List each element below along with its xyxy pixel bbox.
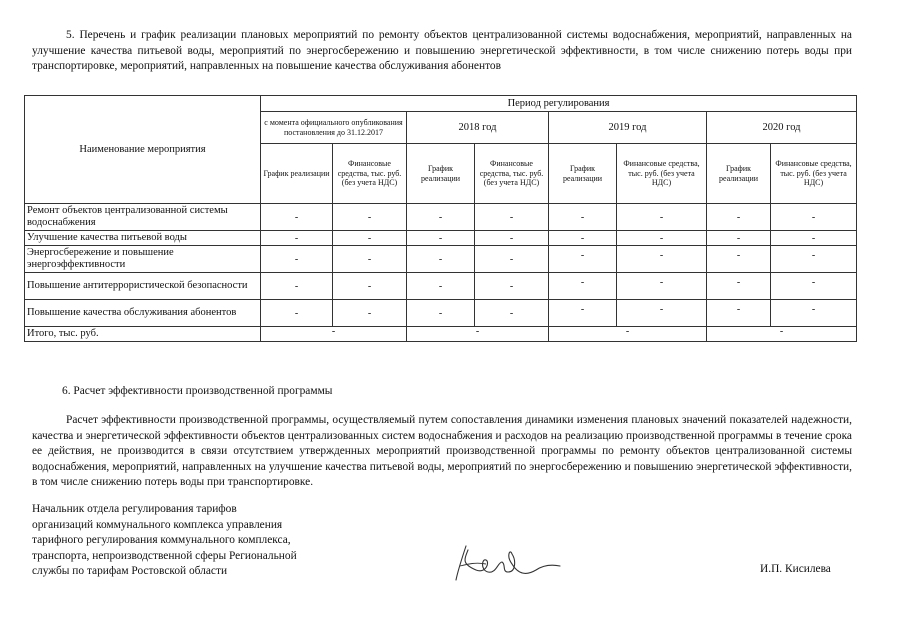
table-cell: - [475,204,549,231]
table-cell: - [407,300,475,327]
signatory-position-line: службы по тарифам Ростовской области [32,565,228,577]
table-cell [549,300,617,327]
sub-header-finance: Финансовые средства, тыс. руб. (без учета НДС) [475,144,549,204]
table-cell-value: - [811,249,816,261]
period-header-2020: 2020 год [707,112,857,144]
total-cell [707,327,857,342]
table-cell: - [771,204,857,231]
period-header: Период регулирования [261,96,857,112]
table-cell [549,246,617,273]
total-cell [261,327,407,342]
table-cell [617,273,707,300]
table-cell: - [261,204,333,231]
section-6-body [32,413,852,491]
table-cell: - [549,231,617,246]
table-row-total [25,327,857,342]
section-6-body-text: Расчет эффективности производственной программы, осуществляемый путем сопоставления динамики изменения плановых значений показателей надежности, качества и энергетической эффективности объектов централизованных систем водоснабжения и расходов на реализацию производственной программы в течение срока ее действия, не производится в связи отсутствием утвержденных мероприятий производственной программы по ремонту объектов централизованной системы водоснабжения, мероприятий, направленных на улучшение качества питьевой воды, мероприятий по энергосбережению и повышению энергетической эффективности, в том числе снижению потерь воды при транспортировке. [32,414,852,488]
section-6-heading: 6. Расчет эффективности производственной программы [62,385,333,397]
table-cell: - [475,231,549,246]
table-cell: - [333,300,407,327]
table-cell: - [261,246,333,273]
row-name: Ремонт объектов централизованной системы водоснабжения [25,204,261,231]
sub-header-finance: Финансовые средства, тыс. руб. (без учета НДС) [617,144,707,204]
table-cell: - [261,231,333,246]
table-cell [549,273,617,300]
period-header-initial: с момента официального опубликования постановления до 31.12.2017 [261,112,407,144]
total-cell-value: - [779,325,784,337]
table-cell-value: - [580,303,585,315]
table-cell: - [333,231,407,246]
table-cell: - [707,231,771,246]
table-cell: - [771,231,857,246]
table-cell [771,246,857,273]
row-name: Повышение антитеррористической безопасности [25,273,261,300]
total-cell-value: - [625,325,630,337]
table-cell-value: - [736,276,741,288]
table-cell: - [407,231,475,246]
row-name: Повышение качества обслуживания абонентов [25,300,261,327]
table-cell: - [333,204,407,231]
total-cell-value: - [331,325,336,337]
table-cell [771,300,857,327]
signatory-position [32,502,352,580]
table-cell: - [475,300,549,327]
table-cell: - [261,300,333,327]
table-cell-value: - [736,303,741,315]
table-cell-value: - [659,303,664,315]
period-header-2018: 2018 год [407,112,549,144]
table-cell [707,246,771,273]
table-row [25,204,857,231]
section-5-heading-text: 5. Перечень и график реализации плановых мероприятий по ремонту объектов централизованной системы водоснабжения, мероприятий, направленных на улучшение качества питьевой воды, мероприятий по энергосбережению и повышению энергетической эффективности, в том числе снижению потерь воды при транспортировке, мероприятий, направленных на повышение качества обслуживания абонентов [32,29,852,72]
table-cell: - [333,246,407,273]
table-cell: - [475,246,549,273]
table-cell [707,273,771,300]
table-row [25,246,857,273]
signatory-position-line: Начальник отдела регулирования тарифов [32,503,237,515]
row-name: Улучшение качества питьевой воды [25,231,261,246]
table-cell [617,300,707,327]
signatory-position-line: организаций коммунального комплекса управления [32,518,283,531]
period-header-2019: 2019 год [549,112,707,144]
col-name-header: Наименование мероприятия [25,96,261,204]
sub-header-schedule: График реализации [549,144,617,204]
table-cell-value: - [580,276,585,288]
table-cell-value: - [659,249,664,261]
table-cell-value: - [811,303,816,315]
table-cell: - [549,204,617,231]
table-cell: - [707,204,771,231]
table-row [25,300,857,327]
sub-header-finance: Финансовые средства, тыс. руб. (без учета НДС) [771,144,857,204]
row-name-total: Итого, тыс. руб. [25,327,261,342]
table-cell-value: - [736,249,741,261]
table-cell: - [407,246,475,273]
table-cell: - [261,273,333,300]
table-cell: - [407,273,475,300]
table-cell [771,273,857,300]
table-cell-value: - [580,249,585,261]
total-cell [549,327,707,342]
total-cell [407,327,549,342]
row-name: Энергосбережение и повышение энергоэффективности [25,246,261,273]
table-cell-value: - [811,276,816,288]
table-cell [617,246,707,273]
sub-header-schedule: График реализации [707,144,771,204]
section-5-heading [32,28,852,75]
table-cell: - [617,231,707,246]
signatory-name: И.П. Кисилева [760,563,831,575]
table-cell-value: - [659,276,664,288]
handwritten-signature [446,540,566,586]
signatory-position-line: транспорта, непроизводственной сферы Региональной [32,549,297,562]
table-cell: - [475,273,549,300]
sub-header-finance: Финансовые средства, тыс. руб. (без учета НДС) [333,144,407,204]
total-cell-value: - [475,325,480,337]
table-cell: - [407,204,475,231]
table-cell: - [333,273,407,300]
signatory-position-line: тарифного регулирования коммунального комплекса, [32,534,291,546]
table-cell: - [617,204,707,231]
table-cell [707,300,771,327]
table-row [25,231,857,246]
sub-header-schedule: График реализации [261,144,333,204]
plan-table [24,95,857,342]
sub-header-schedule: График реализации [407,144,475,204]
table-row [25,273,857,300]
